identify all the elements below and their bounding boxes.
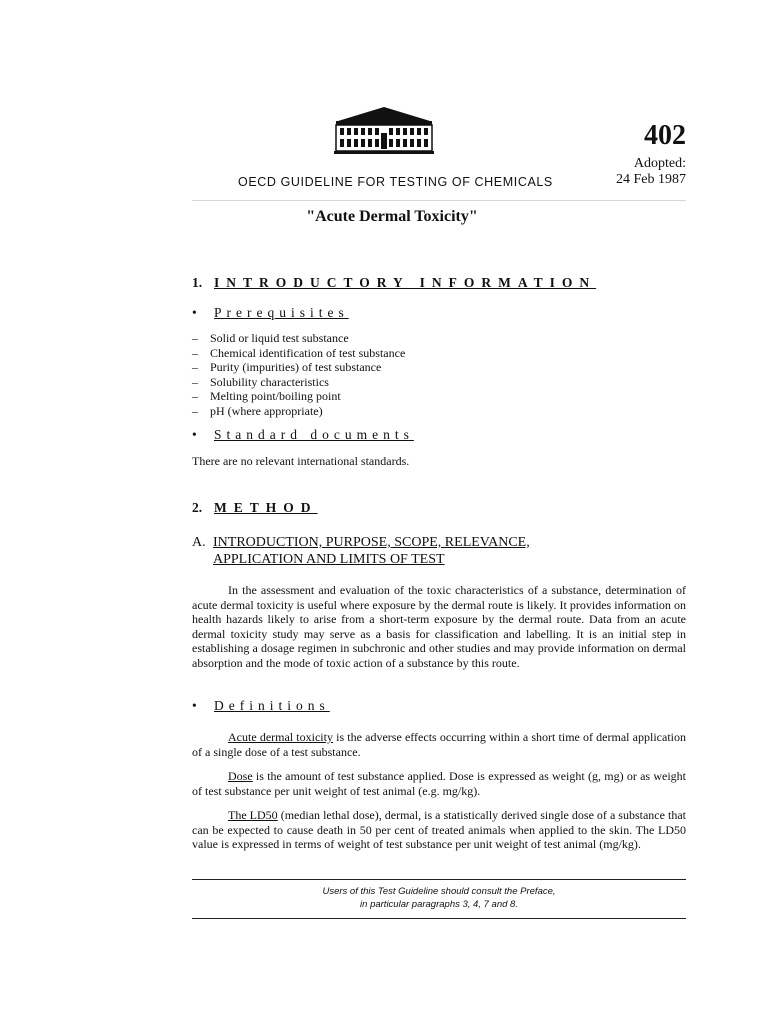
subheading: Definitions — [214, 698, 330, 713]
subsection-letter: A. — [192, 535, 206, 550]
guideline-number: 402 — [644, 120, 686, 151]
header-divider — [192, 200, 686, 201]
definition-text: (median lethal dose), dermal, is a statistically derived single dose of a substance that can be expected to cause death in 50 per cent of treated animals when applied to the skin. The LD50 value is expressed in terms of weight of test substance per unit weight of test animal (mg/kg). — [192, 808, 686, 852]
footer-line: Users of this Test Guideline should consult the Preface, — [322, 886, 556, 897]
section-1-heading — [192, 275, 596, 291]
footer-note — [192, 885, 686, 911]
introduction-paragraph: In the assessment and evaluation of the toxic characteristics of a substance, determination of acute dermal toxicity is useful where exposure by the dermal route is likely. It provides information on health hazards likely to arise from a short-term exposure by the dermal route. Data from an acute dermal toxicity study may serve as a basis for classification and labelling. It is an initial step in establishing a dosage regimen in subchronic and other studies and may provide information on dermal absorption and the mode of toxic action of a substance by this route. — [192, 583, 686, 670]
definition-text: is the amount of test substance applied. Dose is expressed as weight (g, mg) or as weight of test substance per unit weight of test animal (e.g. mg/kg). — [192, 769, 686, 798]
document-title: "Acute Dermal Toxicity" — [306, 208, 478, 225]
list-item: – Chemical identification of test substance — [192, 345, 406, 360]
definition-text: is the adverse effects occurring within a short time of dermal application of a single dose of a test substance. — [192, 730, 686, 759]
list-item: – Solid or liquid test substance — [192, 331, 349, 345]
section-number: 1. — [192, 275, 203, 290]
list-item: – pH (where appropriate) — [192, 403, 323, 418]
prerequisites-heading — [192, 305, 349, 321]
definition-term: Dose — [228, 769, 253, 783]
footer-divider-bottom — [192, 918, 686, 919]
prerequisites-list — [192, 331, 405, 419]
footer-divider-top — [192, 879, 686, 880]
section-2-heading — [192, 500, 318, 516]
section-number: 2. — [192, 500, 203, 515]
bullet-icon: • — [192, 427, 197, 442]
adopted-label: Adopted: — [633, 156, 686, 171]
subheading: Standard documents — [214, 427, 414, 442]
subsection-a-heading — [192, 534, 530, 568]
definition-term: Acute dermal toxicity — [228, 730, 333, 744]
section-title: METHOD — [214, 500, 318, 515]
definition-acute-dermal-toxicity — [192, 730, 686, 759]
list-item: – Melting point/boiling point — [192, 389, 341, 404]
building-facade-icon — [334, 103, 434, 155]
standard-documents-text: There are no relevant international standards. — [192, 454, 410, 468]
definition-dose — [192, 769, 686, 798]
adopted-date: 24 Feb 1987 — [616, 172, 686, 187]
bullet-icon: • — [192, 305, 197, 320]
bullet-icon: • — [192, 698, 197, 713]
list-item: – Solubility characteristics — [192, 374, 329, 389]
subheading: Prerequisites — [214, 305, 349, 320]
definitions-heading — [192, 698, 330, 714]
section-title: INTRODUCTORY INFORMATION — [214, 275, 597, 290]
standard-documents-heading — [192, 427, 414, 443]
guideline-series-title: OECD GUIDELINE FOR TESTING OF CHEMICALS — [238, 175, 553, 189]
adoption-info — [616, 156, 686, 188]
footer-line: in particular paragraphs 3, 4, 7 and 8. — [360, 899, 518, 910]
definition-term: The LD50 — [228, 808, 278, 822]
list-item: – Purity (impurities) of test substance — [192, 360, 382, 375]
subsection-title: INTRODUCTION, PURPOSE, SCOPE, RELEVANCE, APPLICATION AND LIMITS OF TEST — [213, 535, 530, 567]
definition-ld50 — [192, 808, 686, 852]
